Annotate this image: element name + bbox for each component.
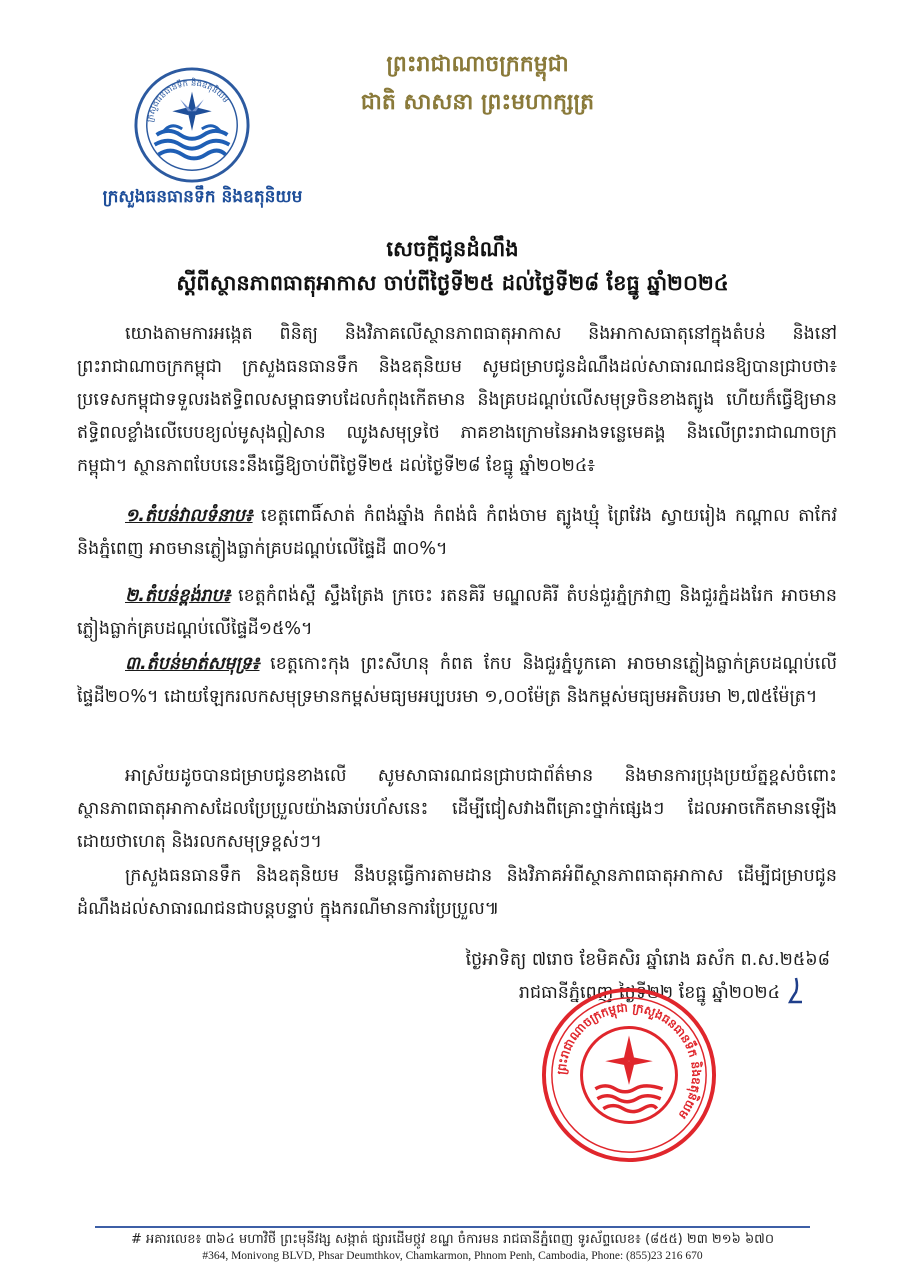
- region-label: ១.តំបន់វាលទំនាប៖: [125, 506, 253, 526]
- region-item-lowland: [77, 500, 837, 566]
- notice-title: សេចក្តីជូនដំណឹង: [386, 237, 519, 261]
- seal-ring-text: ព្រះរាជាណាចក្រកម្ពុជា ក្រសួងធនធានទឹក និងឧតុនិយម: [554, 1000, 704, 1122]
- official-seal: [540, 986, 718, 1164]
- footer-divider: [95, 1226, 810, 1228]
- region-text: ខេត្តពោធិ៍សាត់ កំពង់ឆ្នាំង កំពង់ធំ កំពង់ចាម ត្បូងឃ្មុំ ព្រៃវែង ស្វាយរៀង កណ្តាល តាកែវ និងភ្នំពេញ អាចមានភ្លៀងធ្លាក់គ្របដណ្តប់លើផ្ទៃដី ៣០%។: [77, 506, 837, 559]
- closing-paragraph: ក្រសួងធនធានទឹក និងឧតុនិយម នឹងបន្តធ្វើការតាមដាន និងវិភាគអំពីស្ថានភាពធាតុអាកាស ដើម្បីជម្រាបជូនដំណឹងដល់សាធារណជនជាបន្តបន្ទាប់ ក្នុងករណីមានការប្រែប្រួល៕: [77, 866, 837, 919]
- region-item-plateau: [77, 580, 837, 646]
- solar-date: រាជធានីភ្នំពេញ ថ្ងៃទី២២ ខែធ្នូ ឆ្នាំ២០២៤: [518, 983, 780, 1003]
- region-text: ខេត្តកំពង់ស្ពឺ ស្ទឹងត្រែង ក្រចេះ រតនគិរី មណ្ឌលគិរី តំបន់ជួរភ្នំក្រវាញ និងជួរភ្នំដងរែក អាចមានភ្លៀងធ្លាក់គ្របដណ្តប់លើផ្ទៃដី១៥%។: [77, 586, 837, 639]
- intro-paragraph: យោងតាមការអង្កេត ពិនិត្យ និងវិភាគលើស្ថានភាពធាតុអាកាស និងអាកាសធាតុនៅក្នុងតំបន់ និងនៅព្រះរាជាណាចក្រកម្ពុជា ក្រសួងធនធានទឹក និងឧតុនិយម សូមជម្រាបជូនដំណឹងដល់សាធារណជនឱ្យបានជ្រាបថា៖ ប្រទេសកម្ពុជាទទួលរងឥទ្ធិពលសម្ពាធទាបដែលកំពុងកើតមាន និងគ្របដណ្តប់លើសមុទ្រចិនខាងត្បូង ហើយក៏ធ្វើឱ្យមានឥទ្ធិពលខ្លាំងលើបេបខ្យល់មូសុងឦសាន ឈូងសមុទ្រថៃ ភាគខាងក្រោមនៃអាងទន្លេមេគង្គ និងលើព្រះរាជាណាចក្រកម្ពុជា។ ស្ថានភាពបែបនេះនឹងធ្វើឱ្យចាប់ពីថ្ងៃទី២៥ ដល់ថ្ងៃទី២៨ ខែធ្នូ ឆ្នាំ២០២៤៖: [77, 324, 837, 476]
- region-label: ២.តំបន់ខ្ពង់រាប៖: [125, 586, 231, 606]
- seal-waves-icon: [595, 1086, 662, 1112]
- region-item-coastal: [77, 648, 837, 714]
- footer-address-en: #364, Monivong BLVD, Phsar Deumthkov, Chamkarmon, Phnom Penh, Cambodia, Phone: (855)23 216 670: [202, 1250, 703, 1262]
- region-text: ខេត្តកោះកុង ព្រះសីហនុ កំពត កែប និងជួរភ្នំបូកគោ អាចមានភ្លៀងធ្លាក់គ្របដណ្តប់លើផ្ទៃដី២០%។ ដោយឡែករលកសមុទ្រមានកម្ពស់មធ្យមអប្បបរមា ១,០០ម៉ែត្រ និងកម្ពស់មធ្យមអតិបរមា ២,៧៥ម៉ែត្រ។: [77, 654, 837, 707]
- logo-ring-text: ក្រសួងធនធានទឹក និងឧតុនិយម: [144, 77, 232, 123]
- lunar-date: ថ្ងៃអាទិត្យ ៧រោច ខែមិគសិរ ឆ្នាំរោង ឆស័ក ព.ស.២៥៦៨: [465, 950, 830, 970]
- ministry-name: ក្រសួងធនធានទឹក និងឧតុនិយម: [102, 187, 303, 207]
- signature-mark: [788, 976, 804, 1004]
- kingdom-line1: ព្រះរាជាណាចក្រកម្ពុជា: [386, 52, 569, 77]
- footer-address-kh: # អគារលេខ៖ ៣៦៤ មហាវិថី ព្រះមុនីវង្ស សង្កាត់ ផ្សារដើមថ្កូវ ខណ្ឌ ចំការមន រាជធានីភ្នំពេញ ទូរស័ព្ទលេខ៖ (៨៥៥) ២៣ ២១៦ ៦៧០: [130, 1232, 775, 1247]
- seal-star-icon: [605, 1035, 652, 1084]
- notice-subtitle: ស្តីពីស្ថានភាពធាតុអាកាស ចាប់ពីថ្ងៃទី២៥ ដល់ថ្ងៃទី២៨ ខែធ្នូ ឆ្នាំ២០២៤: [176, 271, 729, 295]
- kingdom-motto: ជាតិ សាសនា ព្រះមហាក្សត្រ: [360, 90, 595, 115]
- ministry-logo: [133, 66, 251, 184]
- advice-paragraph: អាស្រ័យដូចបានជម្រាបជូនខាងលើ សូមសាធារណជនជ្រាបជាព័ត៌មាន និងមានការប្រុងប្រយ័ត្នខ្ពស់ចំពោះស្ថានភាពធាតុអាកាសដែលប្រែប្រួលយ៉ាងឆាប់រហ័សនេះ ដើម្បីជៀសវាងពីគ្រោះថ្នាក់ផ្សេងៗ ដែលអាចកើតមានឡើងដោយថាហេតុ និងរលកសមុទ្រខ្ពស់ៗ។: [77, 766, 837, 852]
- kingdom-header: [320, 46, 635, 122]
- region-label: ៣.តំបន់មាត់សមុទ្រ៖: [125, 654, 260, 674]
